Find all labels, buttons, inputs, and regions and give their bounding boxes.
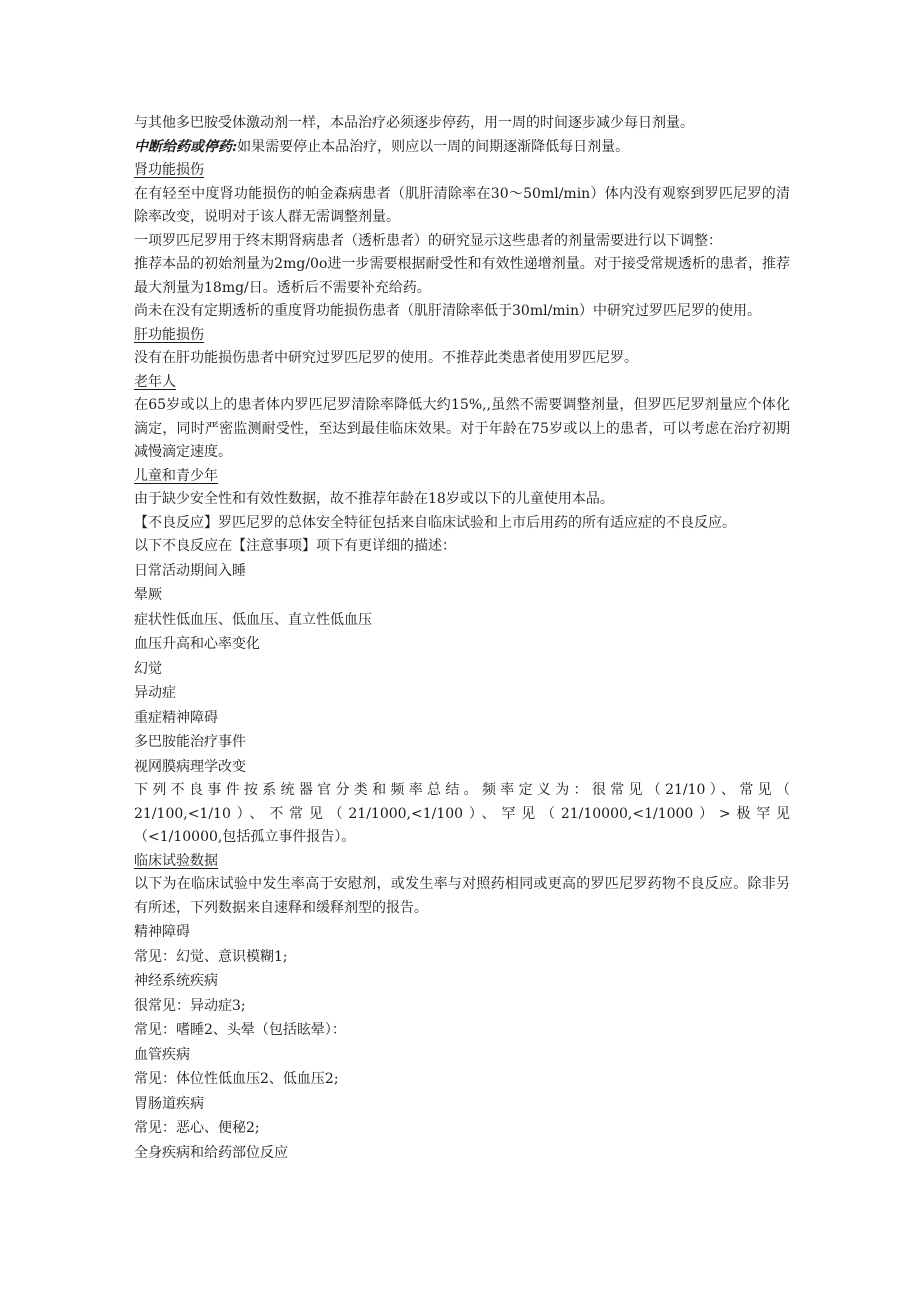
list-item: 精神障碍 xyxy=(134,924,190,940)
paragraph-renal-2: 一项罗匹尼罗用于终末期肾病患者（透析患者）的研究显示这些患者的剂量需要进行以下调整： xyxy=(134,232,722,249)
heading-children: 儿童和青少年 xyxy=(134,467,218,484)
paragraph-adverse-1: 【不良反应】罗匹尼罗的总体安全特征包括来自临床试验和上市后用药的所有适应症的不良反应。 xyxy=(134,514,736,531)
paragraph-tapering: 与其他多巴胺受体激动剂一样，本品治疗必须逐步停药，用一周的时间逐步减少每日剂量。 xyxy=(134,115,694,131)
heading-hepatic-impairment: 肝功能损伤 xyxy=(134,326,204,343)
frequency-line: 下列不良事件按系统器官分类和频率总结。频率定义为：很常见（21/10）、常见（ xyxy=(134,782,790,798)
list-item: 视网膜病理学改变 xyxy=(134,758,246,775)
list-item: 胃肠道疾病 xyxy=(134,1095,204,1112)
list-item: 神经系统疾病 xyxy=(134,973,218,989)
list-item: 血压升高和心率变化 xyxy=(134,636,260,652)
system-organ-class-list xyxy=(134,920,790,1165)
emphasis-label: 中断给药或停药: xyxy=(134,138,238,155)
paragraph-discontinuation xyxy=(134,136,790,160)
list-item: 很常见：异动症3; xyxy=(134,997,246,1014)
list-item: 日常活动期间入睡 xyxy=(134,562,246,579)
frequency-line: （<1/10000,包括孤立事件报告）。 xyxy=(134,829,356,845)
heading-clinical-trial-data: 临床试验数据 xyxy=(134,852,218,869)
paragraph-renal-4: 尚未在没有定期透析的重度肾功能损伤患者（肌肝清除率低于30ml/min）中研究过罗匹尼罗的使用。 xyxy=(134,303,762,319)
frequency-definition xyxy=(134,779,790,850)
adverse-event-list xyxy=(134,559,790,780)
paragraph-renal-3: 推荐本品的初始剂量为2mg/0o进一步需要根据耐受性和有效性递增剂量。对于接受常规透析的患者，推荐最大剂量为18mg/日。透析后不需要补充给药。 xyxy=(134,256,790,296)
list-item: 晕厥 xyxy=(134,587,162,603)
list-item: 异动症 xyxy=(134,685,176,701)
frequency-line: 21/100,<1/10）、不常见（21/1000,<1/100）、罕见（21/10000,<1/1000）>极罕见 xyxy=(134,805,790,822)
heading-renal-impairment: 肾功能损伤 xyxy=(134,162,204,178)
paragraph-text: 如果需要停止本品治疗，则应以一周的间期逐渐降低每日剂量。 xyxy=(237,138,630,155)
list-item: 常见：恶心、便秘2; xyxy=(134,1120,260,1136)
paragraph-hepatic: 没有在肝功能损伤患者中研究过罗匹尼罗的使用。不推荐此类患者使用罗匹尼罗。 xyxy=(134,350,638,366)
list-item: 常见：嗜睡2、头晕（包括眩晕）： xyxy=(134,1022,346,1038)
paragraph-clinical: 以下为在临床试验中发生率高于安慰剂，或发生率与对照药相同或更高的罗匹尼罗药物不良反应。除非另有所述，下列数据来自速释和缓释剂型的报告。 xyxy=(134,876,790,916)
paragraph-renal-1: 在有轻至中度肾功能损伤的帕金森病患者（肌肝清除率在30～50ml/min）体内没有观察到罗匹尼罗的清除率改变，说明对于该人群无需调整剂量。 xyxy=(134,185,790,225)
list-item: 症状性低血压、低血压、直立性低血压 xyxy=(134,611,372,628)
list-item: 幻觉 xyxy=(134,660,162,677)
paragraph-adverse-2: 以下不良反应在【注意事项】项下有更详细的描述： xyxy=(134,538,456,554)
document-page xyxy=(134,112,790,1165)
list-item: 重症精神障碍 xyxy=(134,709,218,726)
paragraph-children: 由于缺少安全性和有效性数据，故不推荐年龄在18岁或以下的儿童使用本品。 xyxy=(134,491,614,507)
list-item: 常见：体位性低血压2、低血压2; xyxy=(134,1071,339,1087)
list-item: 多巴胺能治疗事件 xyxy=(134,734,246,750)
list-item: 全身疾病和给药部位反应 xyxy=(134,1144,288,1161)
heading-elderly: 老年人 xyxy=(134,373,176,390)
paragraph-elderly: 在65岁或以上的患者体内罗匹尼罗清除率降低大约15%,,虽然不需要调整剂量，但罗匹尼罗剂量应个体化滴定，同时严密监测耐受性，至达到最佳临床效果。对于年龄在75岁或以上的患者，可以考虑在治疗初期减慢滴定速度。 xyxy=(134,397,790,460)
list-item: 血管疾病 xyxy=(134,1046,190,1063)
list-item: 常见：幻觉、意识模糊1; xyxy=(134,948,288,965)
